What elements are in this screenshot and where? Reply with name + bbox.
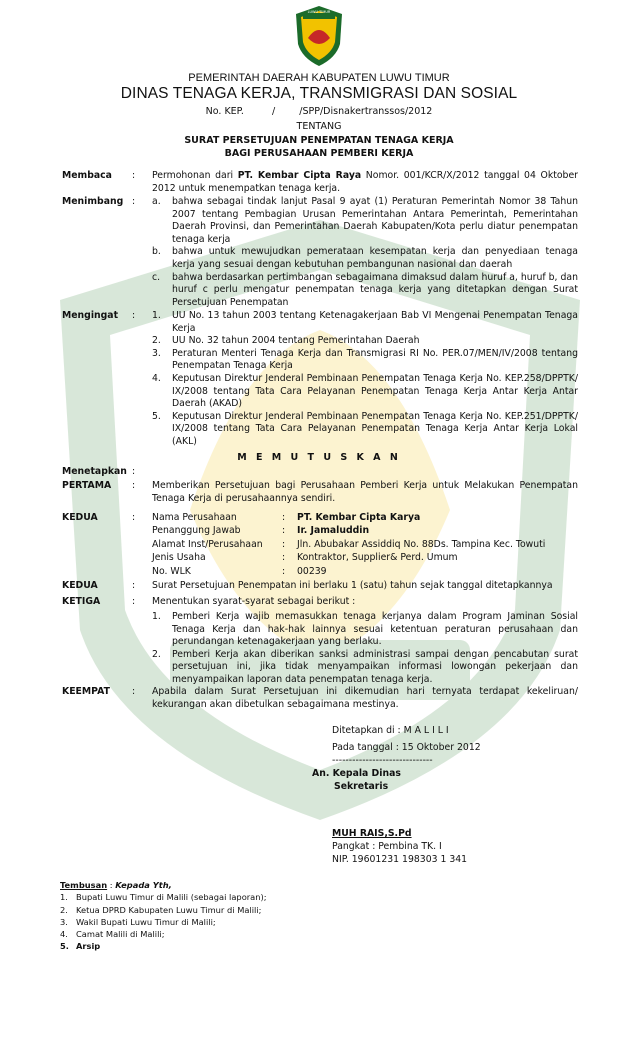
detail-value: 00239	[297, 565, 327, 577]
detail-key: No. WLK	[152, 565, 191, 577]
list-item	[152, 196, 578, 246]
kedua-validity-text: Surat Persetujuan Penempatan ini berlaku 1 (satu) tahun sejak tanggal ditetapkannya	[152, 580, 553, 591]
detail-key: Alamat Inst/Perusahaan	[152, 538, 263, 550]
kep-suffix: /SPP/Disnakertranssos/2012	[299, 106, 433, 117]
item-text: bahwa untuk mewujudkan pemerataan kesempatan kerja dan penyediaan tenaga kerja yang sesuai dengan kebutuhan pembangunan nasional dan daerah	[172, 246, 578, 270]
signatory-name: MUH RAIS,S.Pd	[332, 828, 412, 839]
kep-prefix: No. KEP.	[205, 106, 244, 117]
list-item	[152, 348, 578, 373]
detail-colon: :	[282, 538, 286, 550]
detail-key: Penanggung Jawab	[152, 525, 241, 537]
item-number: 1.	[152, 310, 161, 321]
item-number: 3.	[60, 916, 68, 927]
list-item	[60, 904, 267, 916]
ketiga-label: KETIGA	[62, 596, 101, 607]
detail-colon: :	[282, 525, 286, 537]
item-number: 5.	[60, 941, 69, 952]
tembusan-sep: :	[107, 880, 116, 890]
detail-value: Jln. Abubakar Assiddiq No. 88Ds. Tampina Kec. Towuti	[297, 538, 546, 550]
mengingat-colon: :	[132, 310, 136, 321]
menimbang-list	[152, 196, 578, 309]
item-text: Arsip	[76, 941, 101, 952]
keempat-colon: :	[132, 686, 136, 697]
item-number: b.	[152, 246, 161, 258]
detail-value: Ir. Jamaluddin	[297, 525, 370, 537]
signatory-rank: Pangkat : Pembina TK. I	[332, 841, 442, 852]
menimbang-label: Menimbang	[62, 196, 124, 207]
membaca-company: PT. Kembar Cipta Raya	[237, 170, 362, 181]
tembusan-heading	[60, 879, 267, 891]
membaca-post: Nomor. 001/KCR/X/2012 tanggal 04 Oktober 2012 untuk menempatkan tenaga kerja.	[152, 170, 578, 194]
item-text: bahwa berdasarkan pertimbangan sebagaimana dimaksud dalam huruf a, huruf b, dan huruf c perlu mengatur penempatan tenaga kerja yang ditetapkan dengan Surat Persetujuan Penempatan	[172, 271, 578, 308]
tembusan-block	[60, 879, 267, 953]
membaca-colon: :	[132, 170, 136, 181]
item-number: 3.	[152, 347, 161, 359]
list-item	[60, 940, 267, 952]
signature-date: Pada tanggal : 15 Oktober 2012	[332, 742, 481, 753]
keempat-text: Apabila dalam Surat Persetujuan ini dikemudian hari ternyata terdapat kekeliruan/ kekurangan akan dibetulkan sebagaimana mestinya.	[152, 686, 578, 710]
pertama-label: PERTAMA	[62, 480, 112, 491]
kedua-validity-colon: :	[132, 580, 136, 591]
list-item	[152, 246, 578, 271]
item-text: Keputusan Direktur Jenderal Pembinaan Penempatan Tenaga Kerja No. KEP.251/DPPTK/ IX/2008 tentang Tata Cara Pelayanan Penempatan Tenaga Kerja Antar Kerja Lokal (AKL)	[172, 410, 578, 447]
header-title-1: SURAT PERSETUJUAN PENEMPATAN TENAGA KERJA	[184, 135, 454, 146]
item-text: Wakil Bupati Luwu Timur di Malili;	[76, 916, 216, 927]
list-item	[152, 272, 578, 310]
list-item	[60, 916, 267, 928]
signatory-nip: NIP. 19601231 198303 1 341	[332, 854, 468, 865]
list-item	[60, 928, 267, 940]
kedua-validity-label: KEDUA	[62, 580, 98, 591]
item-number: 5.	[152, 410, 161, 422]
pertama-text: Memberikan Persetujuan bagi Perusahaan Pemberi Kerja untuk Melakukan Penempatan Tenaga Kerja di perusahaannya sendiri.	[152, 480, 578, 504]
detail-value: Kontraktor, Supplier& Perd. Umum	[297, 552, 458, 564]
item-text: Keputusan Direktur Jenderal Pembinaan Penempatan Tenaga Kerja No. KEP.258/DPPTK/ IX/2008 tentang Tata Cara Pelayanan Penempatan Tenaga Kerja Antar Kerja Antar Daerah (AKAD)	[172, 372, 578, 410]
keempat-label: KEEMPAT	[62, 686, 110, 697]
ketiga-text: Menentukan syarat-syarat sebagai berikut :	[152, 596, 356, 607]
tembusan-yth: Kepada Yth,	[115, 880, 172, 890]
list-item	[60, 891, 267, 903]
item-text: Ketua DPRD Kabupaten Luwu Timur di Malili;	[76, 904, 262, 915]
detail-key: Nama Perusahaan	[152, 512, 237, 523]
mengingat-label: Mengingat	[62, 310, 119, 321]
signature-title: Sekretaris	[334, 781, 389, 792]
item-number: 1.	[152, 611, 161, 622]
item-text: Pemberi Kerja akan diberikan sanksi administrasi sampai dengan pencabutan surat persetujuan ini, jika tidak menyampaikan informasi lowongan pekerjaan dan menyampaikan laporan data penempatan tenaga kerja.	[172, 648, 578, 685]
list-item	[152, 649, 578, 687]
mengingat-list	[152, 310, 578, 449]
item-number: c.	[152, 271, 161, 283]
item-number: 4.	[60, 929, 68, 940]
signature-place: Ditetapkan di : M A L I L I	[332, 725, 449, 736]
item-text: Bupati Luwu Timur di Malili (sebagai laporan);	[76, 892, 267, 903]
membaca-text	[152, 170, 578, 195]
detail-key: Jenis Usaha	[152, 552, 206, 564]
item-number: 2.	[60, 904, 68, 915]
detail-colon: :	[282, 512, 286, 523]
item-text: UU No. 13 tahun 2003 tentang Ketenagakerjaan Bab VI Mengenai Penempatan Tenaga Kerja	[172, 310, 578, 334]
ketiga-list	[152, 611, 578, 687]
signature-dashes: ------------------------------	[332, 755, 433, 766]
tembusan-label: Tembusan	[60, 880, 108, 890]
detail-colon: :	[282, 565, 286, 577]
item-number: 2.	[152, 335, 161, 347]
menetapkan-label: Menetapkan	[62, 466, 127, 477]
signature-role: An. Kepala Dinas	[312, 768, 401, 779]
header-title-2: BAGI PERUSAHAAN PEMBERI KERJA	[224, 148, 414, 159]
item-text: bahwa sebagai tindak lanjut Pasal 9 ayat (1) Peraturan Pemerintah Nomor 38 Tahun 2007 tentang Pembagian Urusan Pemerintahan Antara Pemerintah, Pemerintahan Daerah Provinsi, dan Pemerintahan Daerah Kabupaten/Kota perlu diatur penempatan tenaga kerja	[172, 196, 578, 245]
detail-colon: :	[282, 552, 286, 564]
list-item	[152, 611, 578, 649]
item-text: Pemberi Kerja wajib memasukkan tenaga kerjanya dalam Program Jaminan Sosial Tenaga Kerja dan hak-hak lainnya sesuai ketentuan peraturan perusahaan dan perundangan ketenagakerjaan yang berlaku.	[172, 611, 578, 648]
kep-sep: /	[272, 106, 276, 117]
logo-text: LUWU TIMUR	[307, 10, 331, 14]
header-kep-number	[0, 106, 638, 117]
header-government: PEMERINTAH DAERAH KABUPATEN LUWU TIMUR	[188, 72, 450, 84]
membaca-pre: Permohonan dari	[152, 170, 238, 181]
kedua-label: KEDUA	[62, 512, 98, 523]
list-item	[152, 310, 578, 335]
list-item	[152, 335, 578, 348]
item-number: 1.	[60, 892, 68, 903]
ketiga-colon: :	[132, 596, 136, 607]
header-tentang: TENTANG	[296, 121, 342, 132]
pertama-colon: :	[132, 480, 136, 491]
membaca-label: Membaca	[62, 170, 112, 181]
item-text: UU No. 32 tahun 2004 tentang Pemerintahan Daerah	[172, 335, 420, 347]
list-item	[152, 411, 578, 449]
list-item	[152, 373, 578, 411]
item-text: Peraturan Menteri Tenaga Kerja dan Transmigrasi RI No. PER.07/MEN/IV/2008 tentang Penempatan Tenaga Kerja	[172, 347, 578, 372]
kedua-colon: :	[132, 512, 136, 523]
item-text: Camat Malili di Malili;	[76, 929, 165, 940]
header-agency: DINAS TENAGA KERJA, TRANSMIGRASI DAN SOSIAL	[120, 85, 518, 102]
memutuskan-heading: M E M U T U S K A N	[237, 452, 401, 463]
menetapkan-colon: :	[132, 466, 136, 477]
menimbang-colon: :	[132, 196, 136, 207]
item-number: 4.	[152, 372, 161, 384]
item-number: 2.	[152, 648, 161, 660]
detail-value: PT. Kembar Cipta Karya	[297, 512, 421, 523]
item-number: a.	[152, 196, 161, 207]
